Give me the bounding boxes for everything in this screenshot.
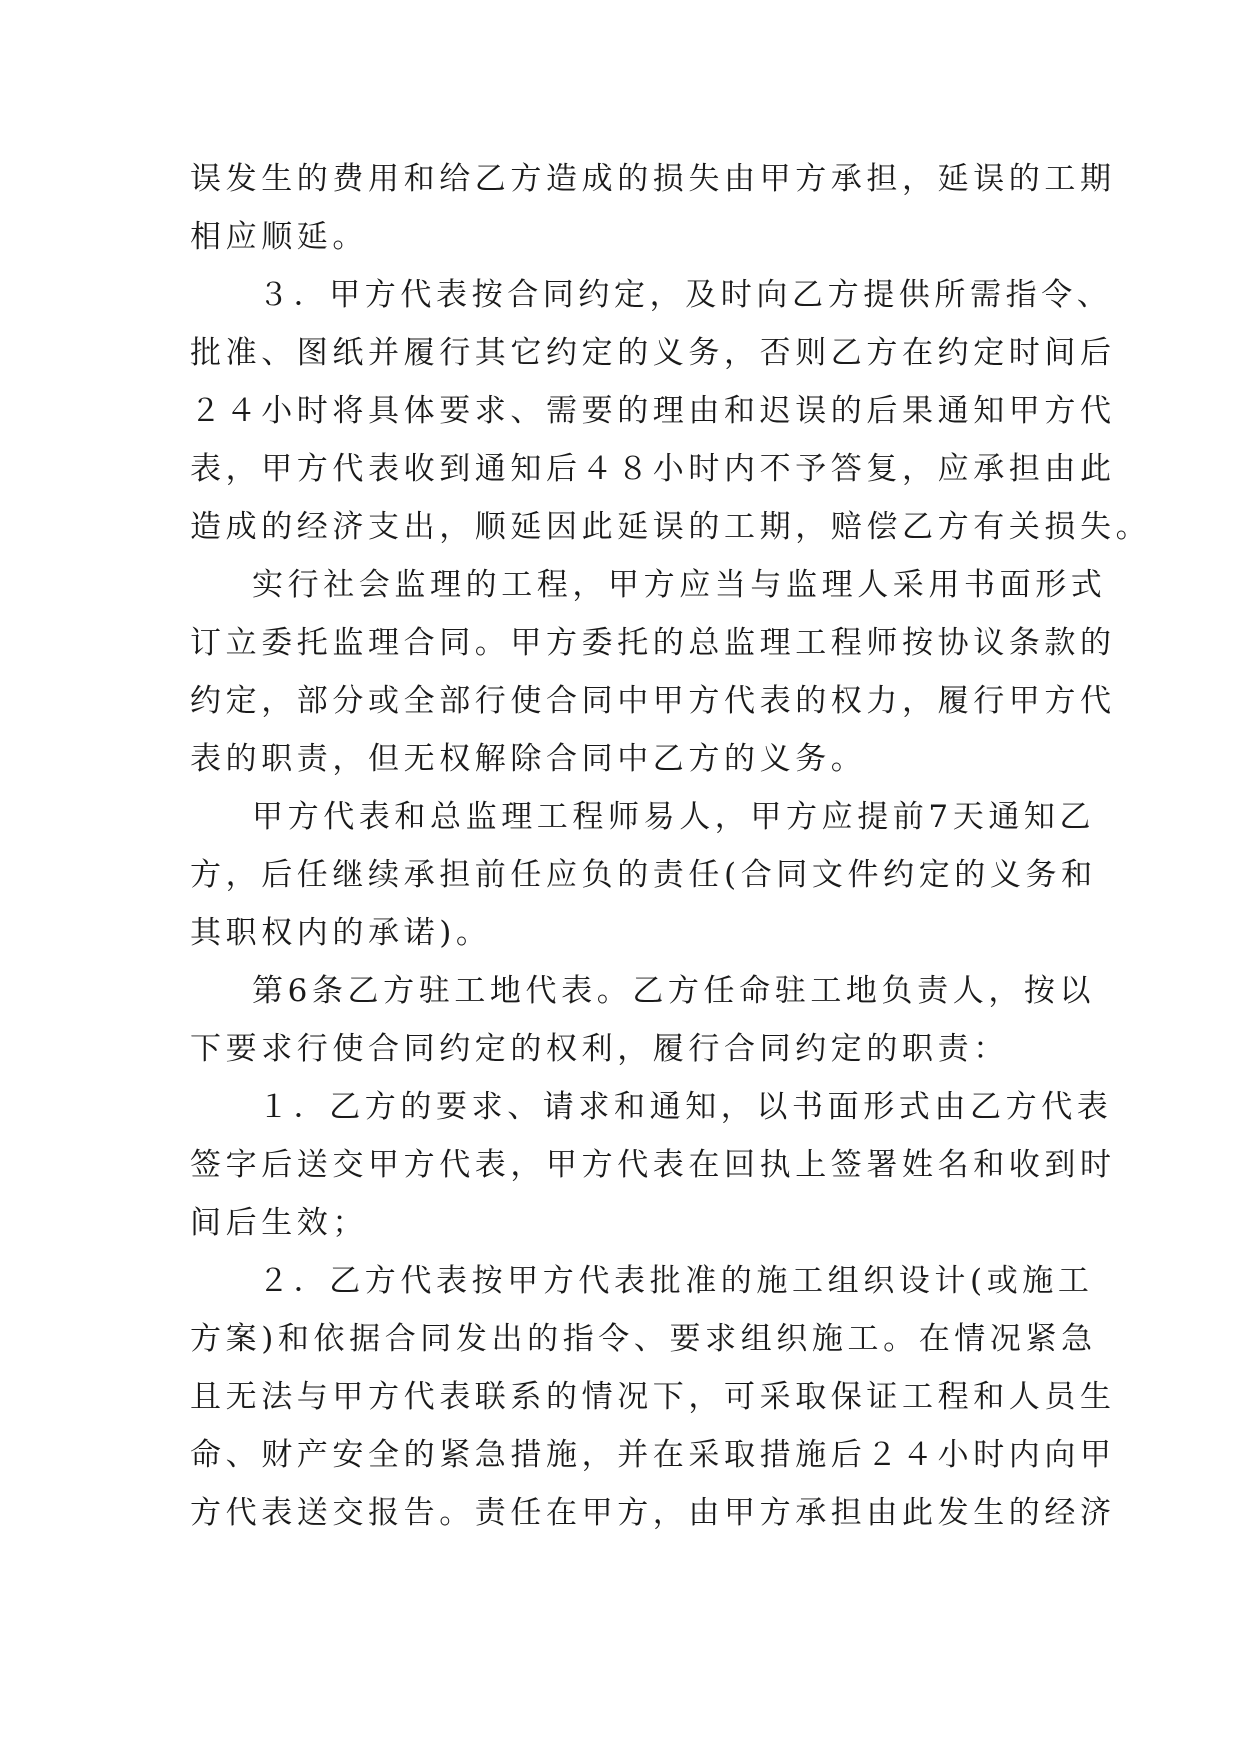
text-line: 表，甲方代表收到通知后４８小时内不予答复，应承担由此 bbox=[190, 451, 1116, 487]
text-line: 方代表送交报告。责任在甲方，由甲方承担由此发生的经济 bbox=[190, 1495, 1116, 1531]
text-line: 误发生的费用和给乙方造成的损失由甲方承担，延误的工期 bbox=[190, 161, 1116, 197]
text-line: 相应顺延。 bbox=[190, 219, 368, 255]
text-line: 下要求行使合同约定的权利，履行合同约定的职责： bbox=[190, 1031, 1009, 1067]
text-line: 方，后任继续承担前任应负的责任(合同文件约定的义务和 bbox=[190, 857, 1097, 893]
text-line: 签字后送交甲方代表，甲方代表在回执上签署姓名和收到时 bbox=[190, 1147, 1116, 1183]
contract-text-body bbox=[190, 150, 1152, 1542]
text-line: 造成的经济支出，顺延因此延误的工期，赔偿乙方有关损失。 bbox=[190, 509, 1152, 545]
text-line: ２４小时将具体要求、需要的理由和迟误的后果通知甲方代 bbox=[190, 393, 1116, 429]
text-line: 间后生效； bbox=[190, 1205, 368, 1241]
text-line: ３．甲方代表按合同约定，及时向乙方提供所需指令、 bbox=[258, 277, 1113, 313]
text-line: １．乙方的要求、请求和通知，以书面形式由乙方代表 bbox=[258, 1089, 1113, 1125]
text-line: 命、财产安全的紧急措施，并在采取措施后２４小时内向甲 bbox=[190, 1437, 1116, 1473]
text-line: ２．乙方代表按甲方代表批准的施工组织设计(或施工 bbox=[258, 1263, 1094, 1299]
text-line: 且无法与甲方代表联系的情况下，可采取保证工程和人员生 bbox=[190, 1379, 1116, 1415]
text-line: 批准、图纸并履行其它约定的义务，否则乙方在约定时间后 bbox=[190, 335, 1116, 371]
text-line: 实行社会监理的工程，甲方应当与监理人采用书面形式 bbox=[252, 567, 1107, 603]
text-line: 约定，部分或全部行使合同中甲方代表的权力，履行甲方代 bbox=[190, 683, 1116, 719]
text-line: 方案)和依据合同发出的指令、要求组织施工。在情况紧急 bbox=[190, 1321, 1097, 1357]
text-line: 甲方代表和总监理工程师易人，甲方应提前7天通知乙 bbox=[252, 799, 1096, 835]
text-line: 第6条乙方驻工地代表。乙方任命驻工地负责人，按以 bbox=[252, 973, 1096, 1009]
text-line: 其职权内的承诺)。 bbox=[190, 915, 492, 951]
text-line: 订立委托监理合同。甲方委托的总监理工程师按协议条款的 bbox=[190, 625, 1116, 661]
text-line: 表的职责，但无权解除合同中乙方的义务。 bbox=[190, 741, 867, 777]
